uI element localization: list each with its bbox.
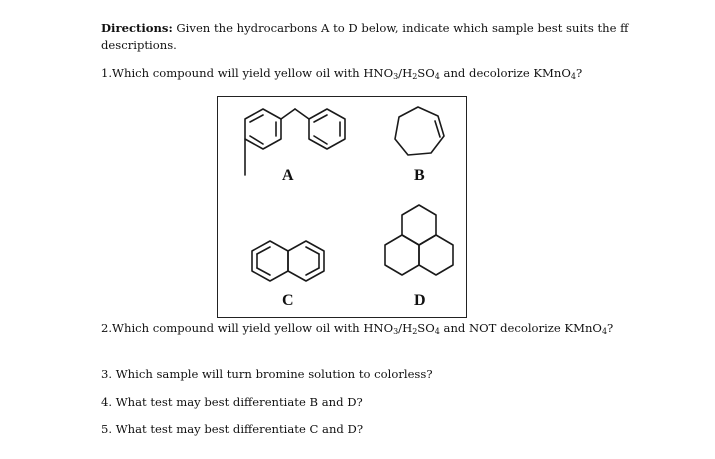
sub: 3 bbox=[393, 72, 399, 81]
sub: 4 bbox=[434, 327, 440, 336]
chem-part: ? bbox=[575, 66, 583, 80]
molecule-a bbox=[245, 109, 345, 175]
question-2 bbox=[101, 320, 642, 337]
label-a: A bbox=[282, 167, 294, 184]
q1-text: 1.Which compound will yield yellow oil with HNO bbox=[101, 66, 394, 80]
directions-paragraph bbox=[101, 20, 642, 54]
q2-text: 2.Which compound will yield yellow oil with HNO bbox=[101, 321, 394, 335]
chem-part: /H bbox=[398, 321, 413, 335]
chem-part: ? bbox=[607, 321, 614, 335]
sub: 2 bbox=[412, 72, 418, 81]
question-1 bbox=[101, 65, 642, 82]
q2-text-end: and NOT decolorize KMnO bbox=[443, 321, 602, 335]
molecule-b bbox=[395, 107, 444, 155]
label-d: D bbox=[414, 292, 426, 309]
hydrocarbon-figure bbox=[217, 96, 467, 318]
sub: 3 bbox=[393, 327, 399, 336]
chem-part: SO bbox=[417, 66, 435, 80]
question-5: 5. What test may best differentiate C and D? bbox=[101, 422, 364, 436]
directions-label: Directions: bbox=[101, 21, 173, 35]
chem-part: /H bbox=[398, 66, 413, 80]
label-b: B bbox=[414, 167, 425, 184]
directions-text: Given the hydrocarbons A to D below, indicate which sample best suits the ff descriptions. bbox=[101, 21, 629, 52]
question-4: 4. What test may best differentiate B and D? bbox=[101, 395, 363, 409]
structures-svg bbox=[218, 97, 468, 319]
molecule-c bbox=[252, 241, 324, 281]
q1-text-end: and decolorize KMnO bbox=[443, 66, 571, 80]
question-3: 3. Which sample will turn bromine solution to colorless? bbox=[101, 367, 433, 381]
sub: 4 bbox=[601, 327, 608, 336]
sub: 2 bbox=[412, 327, 418, 336]
sub: 4 bbox=[570, 72, 576, 81]
label-c: C bbox=[282, 292, 294, 309]
molecule-d bbox=[385, 205, 453, 275]
chem-part: SO bbox=[417, 321, 435, 335]
sub: 4 bbox=[434, 72, 440, 81]
